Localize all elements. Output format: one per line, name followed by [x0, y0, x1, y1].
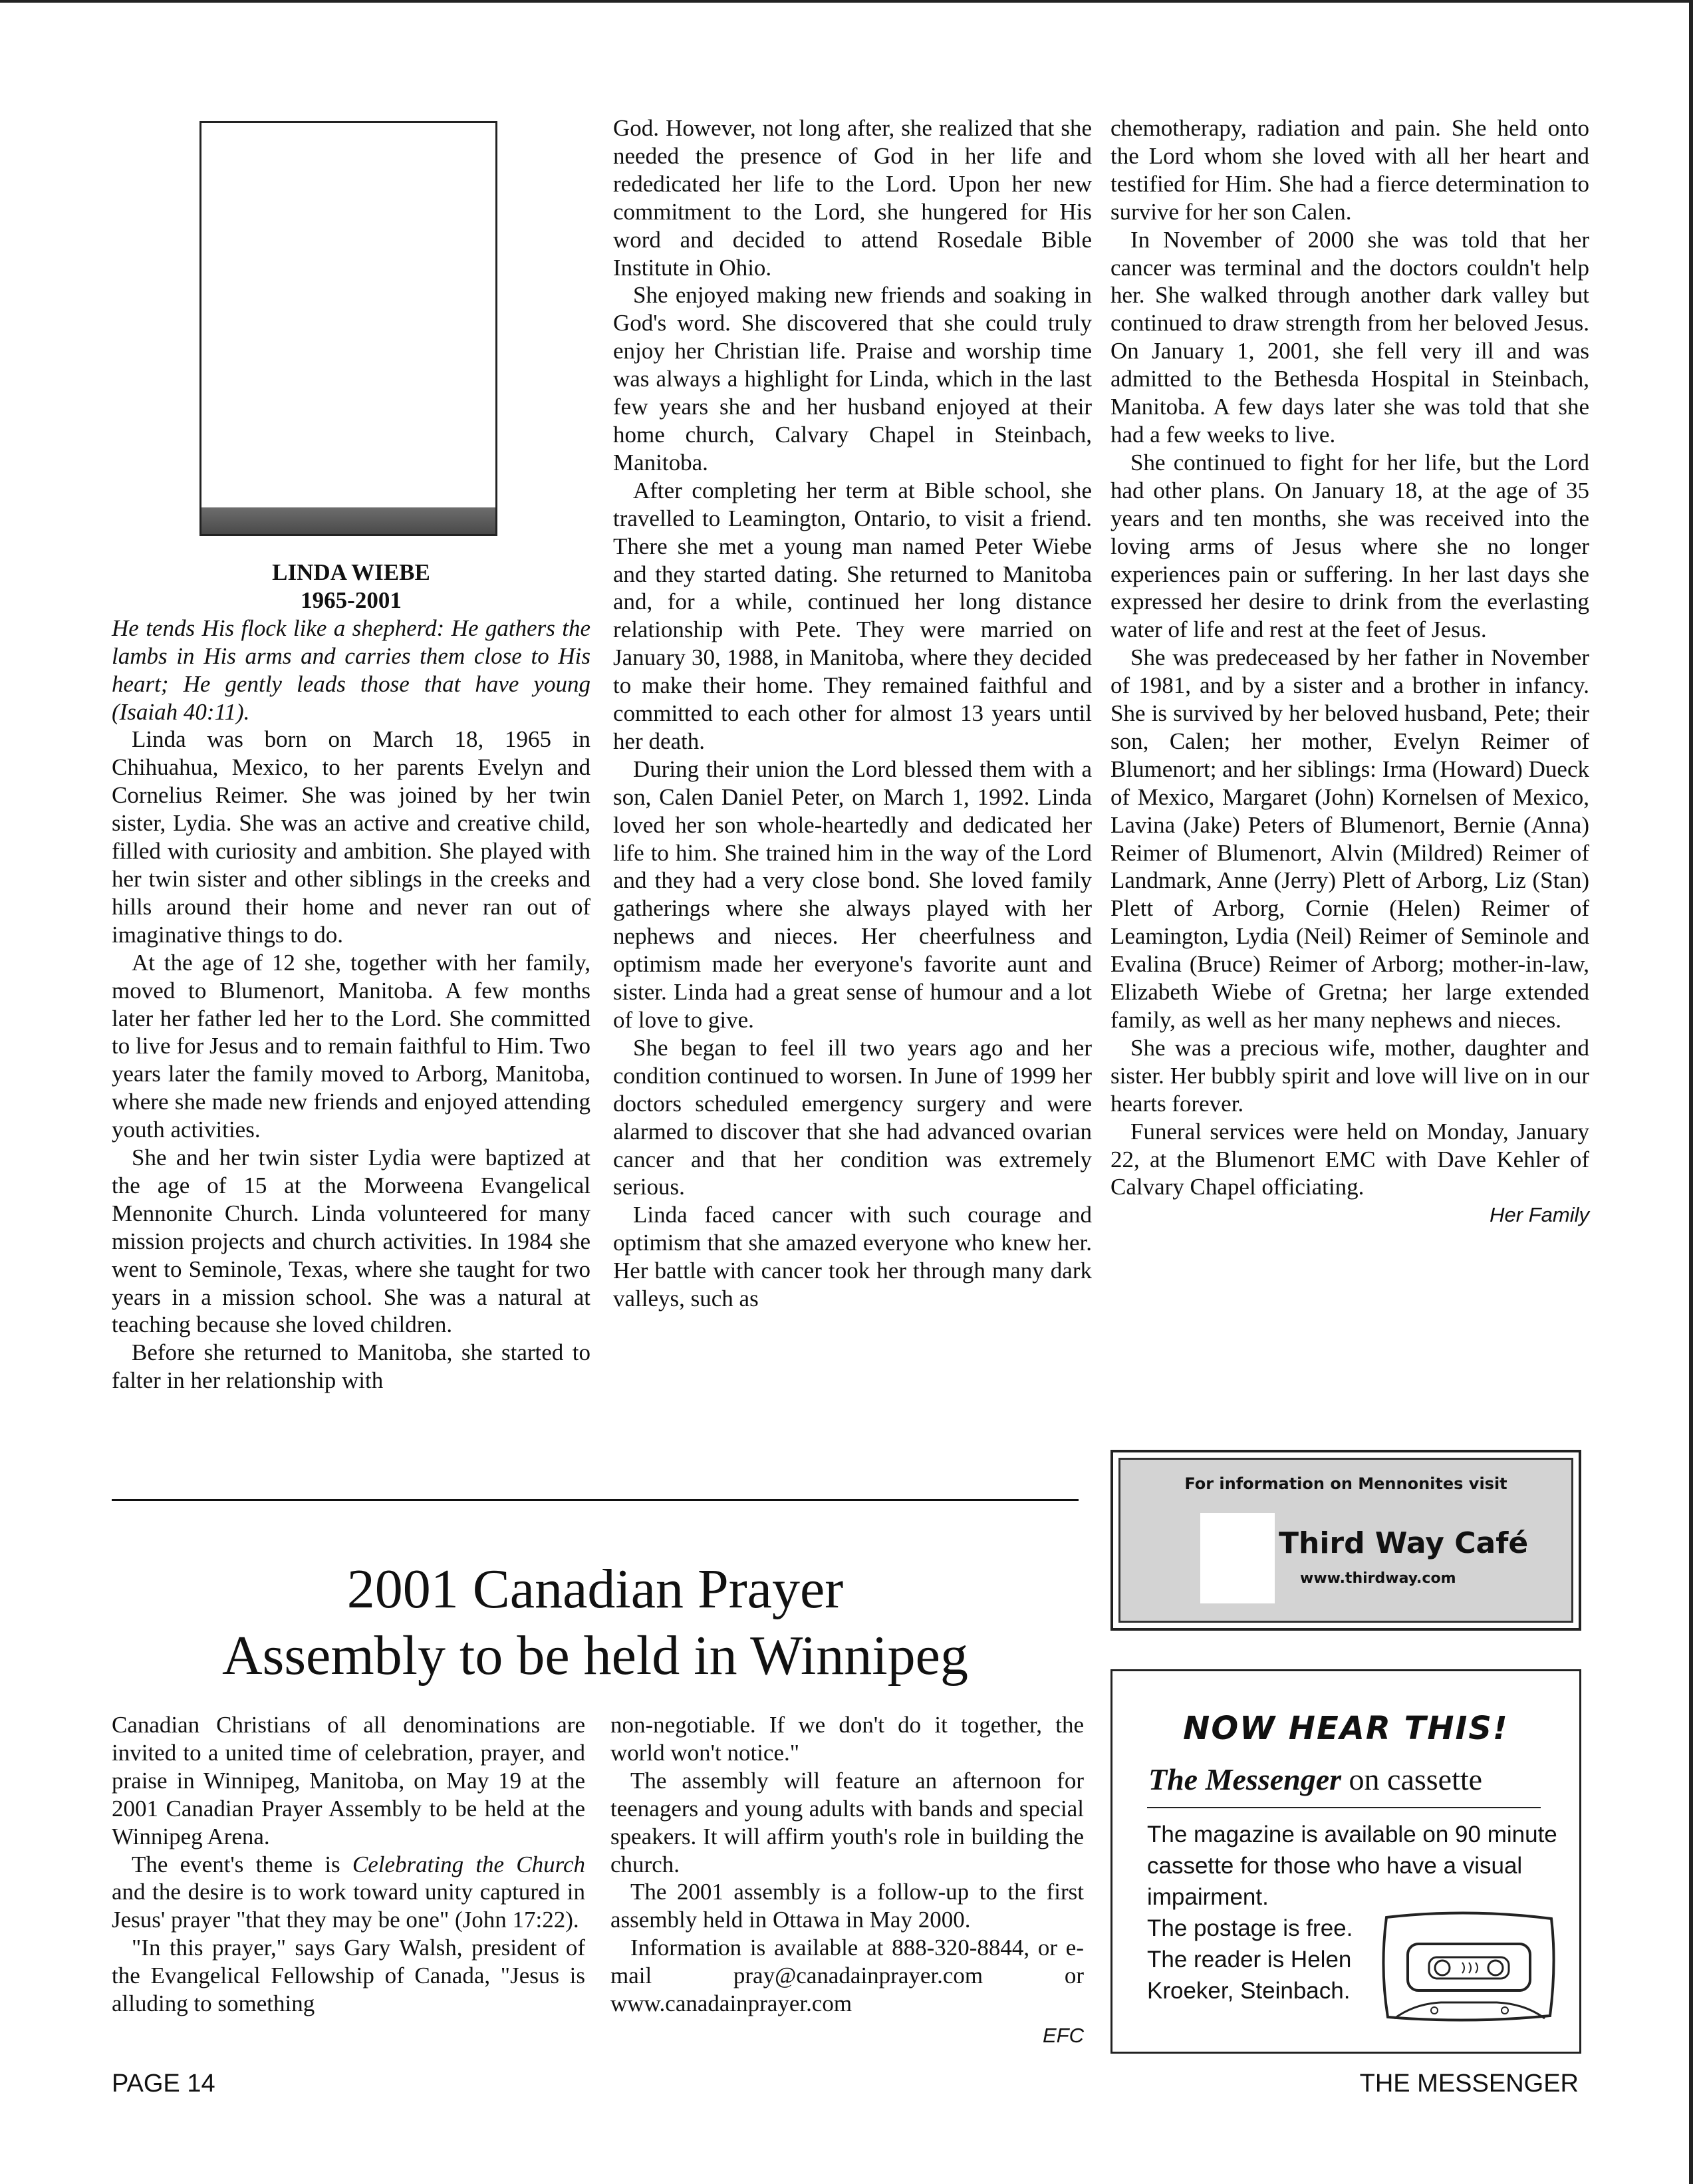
article-paragraph: non-negotiable. If we don't do it together, the world won't notice." [610, 1712, 1084, 1766]
article-paragraph: "In this prayer," says Gary Walsh, president of the Evangelical Fellowship of Canada, "Jesus is alluding to something [112, 1935, 585, 2017]
photo-shade [201, 507, 495, 534]
obituary-paragraph: chemotherapy, radiation and pain. She held onto the Lord whom she loved with all her heart and testified for Him. She had a fierce determination to survive for her son Calen. [1110, 115, 1589, 225]
cassette-ad-body-2: The postage is free. The reader is Helen Kroeker, Steinbach. [1147, 1915, 1353, 2004]
third-way-cafe-ad [1110, 1450, 1581, 1631]
article-text: The event's theme is [132, 1851, 352, 1877]
obituary-years: 1965-2001 [301, 587, 402, 613]
cassette-ad-title [1148, 1762, 1482, 1797]
obituary-column-3 [1110, 114, 1589, 1229]
page-border-right [1689, 0, 1693, 2184]
obituary-photo [199, 121, 497, 536]
article-paragraph: Canadian Christians of all denominations are invited to a united time of celebration, prayer, and praise in Winnipeg, Manitoba, on May 19 at the 2001 Canadian Prayer Assembly to be held at the Winnipeg Arena. [112, 1712, 585, 1849]
cassette-ad-rule [1147, 1807, 1541, 1808]
article-paragraph: Information is available at 888-320-8844, or e-mail pray@canadainprayer.com or www.canadainprayer.com [610, 1935, 1084, 2017]
obituary-paragraph: During their union the Lord blessed them with a son, Calen Daniel Peter, on March 1, 1992. Linda loved her son whole-heartedly and dedicated her life to him. She trained him in the way of the Lord and they had a very close bond. She loved family gatherings where she always played with her nephews and nieces. Her cheerfulness and optimism made her everyone's favorite aunt and sister. Linda had a great sense of humour and a lot of love to give. [613, 755, 1092, 1033]
cafe-logo-icon [1200, 1513, 1275, 1603]
headline-line-1: 2001 Canadian Prayer [346, 1558, 844, 1620]
headline-line-2: Assembly to be held in Winnipeg [222, 1625, 968, 1687]
obituary-paragraph: Linda faced cancer with such courage and optimism that she amazed everyone who knew her. Her battle with cancer took her through many dark valleys, such as [613, 1202, 1092, 1312]
publication-footer: THE MESSENGER [1359, 2070, 1579, 2098]
ad-cafe-url: www.thirdway.com [1300, 1570, 1456, 1587]
obituary-paragraph: Linda was born on March 18, 1965 in Chihuahua, Mexico, to her parents Evelyn and Cornelius Reimer. She was joined by her twin sister, Lydia. She was an active and creative child, filled with curiosity and ambition. She played with her twin sister and other siblings in the creeks and hills around their home and never ran out of imaginative things to do. [112, 726, 590, 948]
article-theme: Celebrating the Church [352, 1851, 586, 1877]
obituary-signoff: Her Family [1490, 1203, 1589, 1227]
page-number: PAGE 14 [112, 2070, 215, 2098]
obituary-paragraph: She enjoyed making new friends and soaking in God's word. She discovered that she could truly enjoy her Christian life. Praise and worship time was always a highlight for Linda, which in the last few years she and her husband enjoyed at their home church, Calvary Chapel in Steinbach, Manitoba. [613, 282, 1092, 476]
obituary-paragraph: Funeral services were held on Monday, January 22, at the Blumenort EMC with Dave Kehler of Calvary Chapel officiating. [1110, 1118, 1589, 1200]
article-text: and the desire is to work toward unity captured in Jesus' prayer "that they may be one" (John 17:22). [112, 1879, 585, 1933]
obituary-name: LINDA WIEBE [272, 559, 430, 585]
obituary-paragraph: At the age of 12 she, together with her family, moved to Blumenort, Manitoba. A few months later her father led her to the Lord. She committed to live for Jesus and to remain faithful to Him. Two years later the family moved to Arborg, Manitoba, where she made new friends and enjoyed attending youth activities. [112, 949, 590, 1143]
article-paragraph [112, 1851, 585, 1935]
article-headline [112, 1556, 1079, 1689]
ad-cafe-panel [1118, 1458, 1573, 1623]
obituary-paragraph: She began to feel ill two years ago and her condition continued to worsen. In June of 1999 her doctors scheduled emergency surgery and were alarmed to discover that she had advanced ovarian cancer and that her condition was extremely serious. [613, 1034, 1092, 1200]
cassette-ad-title-rest: on cassette [1341, 1762, 1483, 1796]
obituary-paragraph: In November of 2000 she was told that her cancer was terminal and the doctors couldn't help her. She walked through another dark valley but continued to draw strength from her beloved Jesus. On January 1, 2001, she fell very ill and was admitted to the Bethesda Hospital in Steinbach, Manitoba. A few days later she was told that she had a few weeks to live. [1110, 226, 1589, 448]
obituary-paragraph: She was a precious wife, mother, daughter and sister. Her bubbly spirit and love will live on in our hearts forever. [1110, 1034, 1589, 1117]
cassette-ad-body-1: The magazine is available on 90 minute cassette for those who have a visual impairment. [1147, 1822, 1557, 1910]
ad-cafe-info: For information on Mennonites visit [1184, 1474, 1507, 1493]
cassette-tape-icon [1374, 1904, 1563, 2030]
page-border-top [0, 0, 1693, 3]
obituary-paragraph: She and her twin sister Lydia were baptized at the age of 15 at the Morweena Evangelical Mennonite Church. Linda volunteered for many mission projects and church activities. In 1984 she went to Seminole, Texas, where she taught for two years in a mission school. She was a natural at teaching because she loved children. [112, 1145, 590, 1338]
cassette-ad-headline: NOW HEAR THIS! [1183, 1710, 1509, 1747]
ad-cafe-name: Third Way Café [1279, 1526, 1529, 1560]
obituary-column-1 [112, 559, 590, 1395]
article-paragraph: The assembly will feature an afternoon for teenagers and young adults with bands and special speakers. It will affirm youth's role in building the church. [610, 1767, 1084, 1877]
article-credit: EFC [1043, 2023, 1084, 2047]
obituary-paragraph: Before she returned to Manitoba, she started to falter in her relationship with [112, 1339, 590, 1394]
article-column-2 [610, 1711, 1084, 2050]
obituary-paragraph: She continued to fight for her life, but the Lord had other plans. On January 18, at the age of 35 years and ten months, she was received into the loving arms of Jesus where she no longer experiences pain or suffering. In her last days she expressed her desire to drink from the everlasting water of life and rest at the feet of Jesus. [1110, 449, 1589, 643]
article-paragraph: The 2001 assembly is a follow-up to the first assembly held in Ottawa in May 2000. [610, 1879, 1084, 1933]
obituary-paragraph: After completing her term at Bible school, she travelled to Leamington, Ontario, to visit a friend. There she met a young man named Peter Wiebe and they started dating. She returned to Manitoba and, for a while, continued her long distance relationship with Pete. They were married on January 30, 1988, in Manitoba, where they decided to make their home. They remained faithful and committed to each other for almost 13 years until her death. [613, 477, 1092, 754]
article-divider [112, 1499, 1079, 1501]
obituary-verse: He tends His flock like a shepherd: He gathers the lambs in His arms and carries them close to His heart; He gently leads those that have young (Isaiah 40:11). [112, 614, 590, 725]
article-column-1 [112, 1711, 585, 2018]
obituary-column-2 [613, 114, 1092, 1313]
obituary-paragraph: God. However, not long after, she realized that she needed the presence of God in her life and rededicated her life to the Lord. Upon her new commitment to the Lord, she hungered for His word and decided to attend Rosedale Bible Institute in Ohio. [613, 115, 1092, 281]
publication-name: The Messenger [1148, 1762, 1342, 1796]
obituary-paragraph: She was predeceased by her father in November of 1981, and by a sister and a brother in infancy. She is survived by her beloved husband, Pete; their son, Calen; her mother, Evelyn Reimer of Blumenort; and her siblings: Irma (Howard) Dueck of Mexico, Margaret (John) Kornelsen of Mexico, Lavina (Jake) Peters of Blumenort, Bernie (Anna) Reimer of Blumenort, Alvin (Mildred) Reimer of Landmark, Anne (Jerry) Plett of Arborg, Liz (Stan) Plett of Arborg, Cornie (Helen) Reimer of Leamington, Lydia (Neil) Reimer of Seminole and Evalina (Bruce) Reimer of Arborg; mother-in-law, Elizabeth Wiebe of Gretna; her large extended family, as well as her many nephews and nieces. [1110, 644, 1589, 1033]
cassette-ad [1110, 1669, 1581, 2054]
